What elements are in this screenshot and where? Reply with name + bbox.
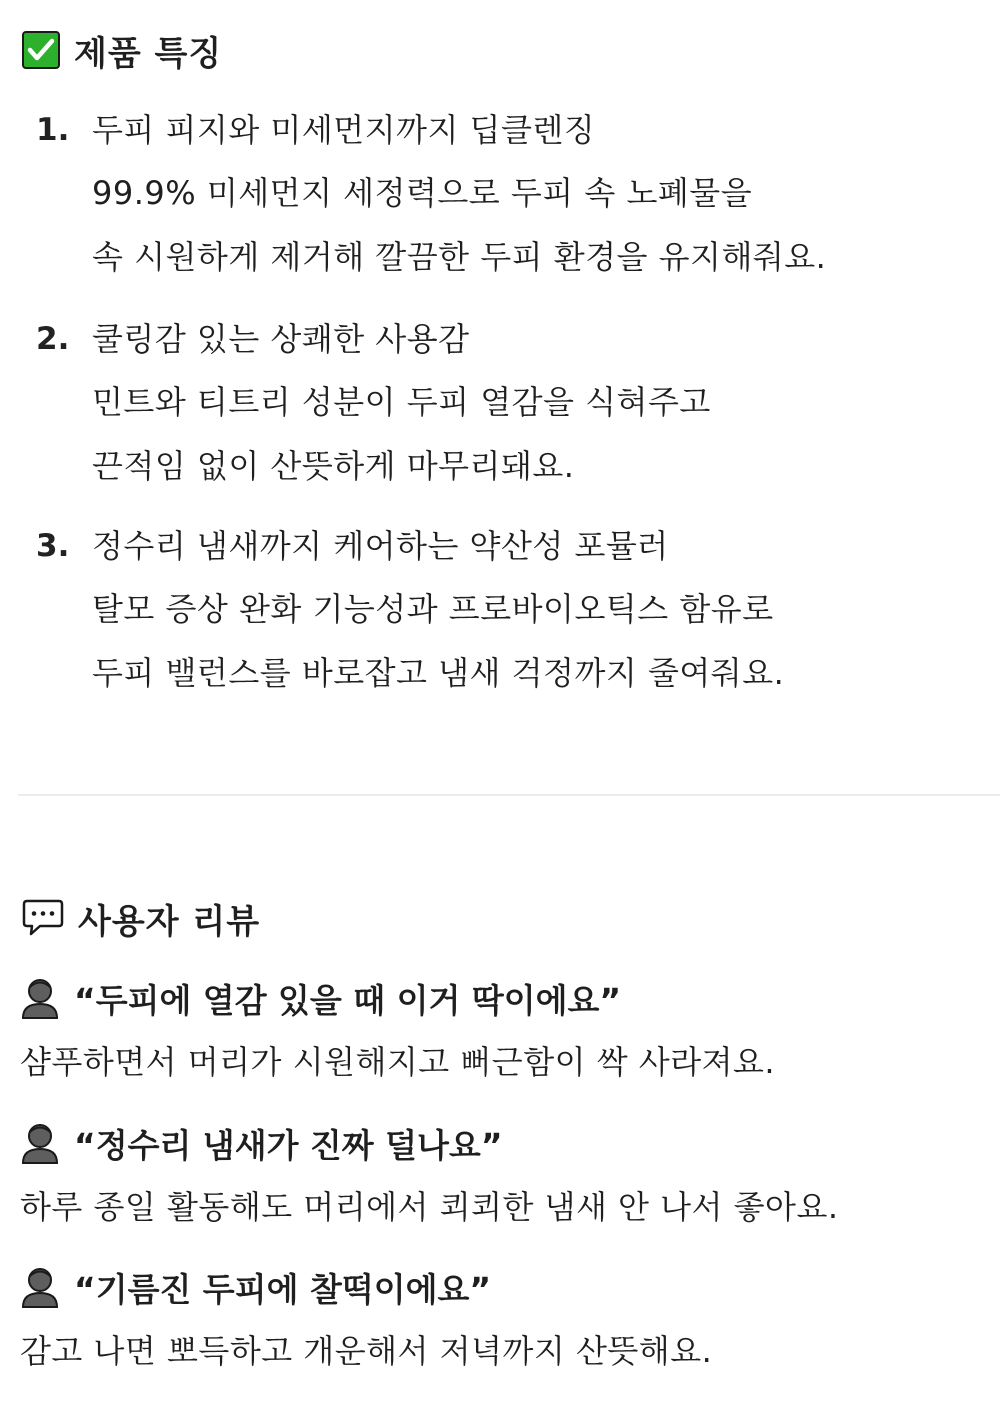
person-icon <box>20 976 60 1020</box>
speech-balloon-icon <box>22 898 64 938</box>
check-mark-button-icon <box>22 31 60 69</box>
reviews-header <box>22 896 260 940</box>
feature-description: 민트와 티트리 성분이 두피 열감을 식혀주고 <box>92 383 711 421</box>
feature-number: 3. <box>36 528 70 564</box>
features-title: 제품 특징 <box>74 33 223 74</box>
feature-number: 2. <box>36 321 70 357</box>
person-icon <box>20 1121 60 1165</box>
review-body: 감고 나면 뽀득하고 개운해서 저녁까지 산뜻해요. <box>20 1332 713 1370</box>
feature-number: 1. <box>36 112 70 148</box>
feature-heading: 정수리 냄새까지 케어하는 약산성 포뮬러 <box>92 527 669 565</box>
features-header <box>22 28 222 72</box>
person-icon <box>20 1265 60 1309</box>
review-quote: “두피에 열감 있을 때 이거 딱이에요” <box>74 980 622 1020</box>
feature-description: 두피 밸런스를 바로잡고 냄새 걱정까지 줄여줘요. <box>92 654 785 692</box>
review-quote: “기름진 두피에 찰떡이에요” <box>74 1269 492 1309</box>
feature-heading: 두피 피지와 미세먼지까지 딥클렌징 <box>92 111 596 149</box>
review-header <box>20 1261 491 1313</box>
feature-description: 속 시원하게 제거해 깔끔한 두피 환경을 유지해줘요. <box>92 238 827 276</box>
review-header <box>20 972 621 1024</box>
review-quote: “정수리 냄새가 진짜 덜나요” <box>74 1125 503 1165</box>
feature-description: 끈적임 없이 산뜻하게 마무리돼요. <box>92 447 575 485</box>
review-body: 하루 종일 활동해도 머리에서 쾨쾨한 냄새 안 나서 좋아요. <box>20 1188 839 1226</box>
reviews-title: 사용자 리뷰 <box>78 901 261 942</box>
review-header <box>20 1117 503 1169</box>
feature-heading: 쿨링감 있는 상쾌한 사용감 <box>92 320 470 358</box>
section-divider <box>18 794 1000 796</box>
review-body: 샴푸하면서 머리가 시원해지고 뻐근함이 싹 사라져요. <box>20 1043 776 1081</box>
feature-description: 탈모 증상 완화 기능성과 프로바이오틱스 함유로 <box>92 590 774 628</box>
feature-description: 99.9% 미세먼지 세정력으로 두피 속 노폐물을 <box>92 174 753 212</box>
